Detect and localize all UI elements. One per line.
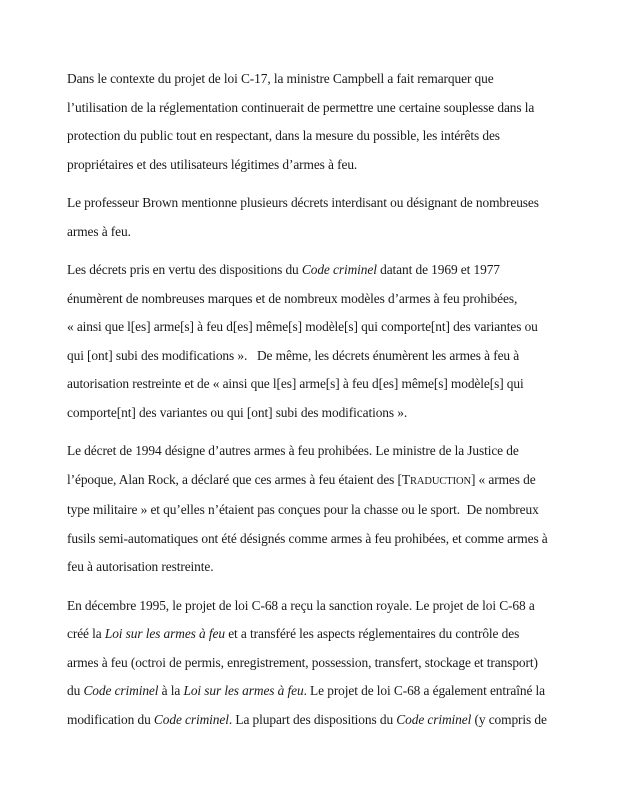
text-line [67, 437, 597, 466]
document-body [67, 65, 597, 744]
text-run: datant de 1969 et 1977 [376, 262, 500, 277]
text-run: Le professeur Brown mentionne plusieurs décrets interdisant ou désignant de nombreuses [67, 195, 539, 210]
italic-run: Loi sur les armes à feu [104, 626, 225, 641]
text-run: à la [158, 683, 184, 698]
text-run: feu à autorisation restreinte. [67, 559, 214, 574]
paragraph [67, 256, 597, 427]
text-line [67, 620, 597, 649]
text-run: T [401, 471, 410, 487]
text-run: créé la [67, 626, 105, 641]
text-run: . Le projet de loi C-68 a également entraîné la [303, 683, 546, 698]
smallcaps-run: RADUCTION [410, 475, 471, 487]
text-run: Le décret de 1994 désigne d’autres armes à feu prohibées. Le ministre de la Justice de [67, 443, 519, 458]
text-run: protection du public tout en respectant, dans la mesure du possible, les intérêts des [67, 128, 500, 143]
text-run: « ainsi que l[es] arme[s] à feu d[es] même[s] modèle[s] qui comporte[nt] des variantes ou [67, 319, 538, 334]
text-run: du [67, 683, 84, 698]
text-run: autorisation restreinte et de « ainsi que l[es] arme[s] à feu d[es] même[s] modèle[s] qui [67, 376, 524, 391]
text-line [67, 525, 597, 554]
italic-run: Code criminel [301, 262, 377, 277]
text-line [67, 466, 597, 497]
text-line [67, 649, 597, 678]
text-run: et a transféré les aspects réglementaires du contrôle des [224, 626, 520, 641]
text-line [67, 151, 597, 180]
text-run: Dans le contexte du projet de loi C-17, la ministre Campbell a fait remarquer que [67, 71, 494, 86]
text-line [67, 342, 597, 371]
text-line [67, 122, 597, 151]
text-run: En décembre 1995, le projet de loi C-68 a reçu la sanction royale. Le projet de loi C-68 a [67, 597, 535, 613]
text-run: l’époque, Alan Rock, a déclaré que ces armes à feu étaient des [ [67, 471, 402, 487]
text-line [67, 370, 597, 399]
text-run: armes à feu (octroi de permis, enregistrement, possession, transfert, stockage et transport) [67, 654, 538, 670]
text-run: armes à feu. [67, 223, 131, 239]
text-run: qui [ont] subi des modifications ». De même, les décrets énumèrent les armes à feu à [67, 347, 520, 363]
text-run: Les décrets pris en vertu des dispositions du [67, 262, 302, 277]
text-line [67, 218, 597, 247]
text-line [67, 706, 597, 735]
text-line [67, 399, 597, 428]
text-run: ] « armes de [470, 471, 536, 487]
paragraph [67, 65, 597, 179]
text-run: fusils semi-automatiques ont été désignés comme armes à feu prohibées, et comme armes à [67, 530, 548, 546]
text-line [67, 677, 597, 706]
text-run: propriétaires et des utilisateurs légitimes d’armes à feu. [67, 156, 358, 172]
text-line [67, 189, 597, 218]
italic-run: Code criminel [83, 683, 159, 698]
text-run: comporte[nt] des variantes ou qui [ont] subi des modifications ». [67, 404, 408, 420]
text-run: l’utilisation de la réglementation continuerait de permettre une certaine souplesse dans la [67, 99, 535, 115]
italic-run: Code criminel [396, 711, 472, 727]
paragraph [67, 189, 597, 246]
text-run: . La plupart des dispositions du [228, 711, 397, 727]
text-line [67, 94, 597, 123]
text-line [67, 65, 597, 94]
text-line [67, 256, 597, 285]
paragraph [67, 437, 597, 582]
italic-run: Loi sur les armes à feu [183, 683, 304, 698]
text-line [67, 496, 597, 525]
paragraph [67, 592, 597, 735]
italic-run: Code criminel [153, 711, 229, 727]
text-run: type militaire » et qu’elles n’étaient pas conçues pour la chasse ou le sport. De nombreux [67, 502, 539, 517]
text-line [67, 285, 597, 314]
text-run: énumèrent de nombreuses marques et de nombreux modèles d’armes à feu prohibées, [67, 290, 518, 306]
text-line [67, 553, 597, 582]
text-run: modification du [67, 711, 154, 727]
text-line [67, 313, 597, 342]
text-line [67, 592, 597, 621]
text-run: (y compris de [471, 711, 547, 727]
